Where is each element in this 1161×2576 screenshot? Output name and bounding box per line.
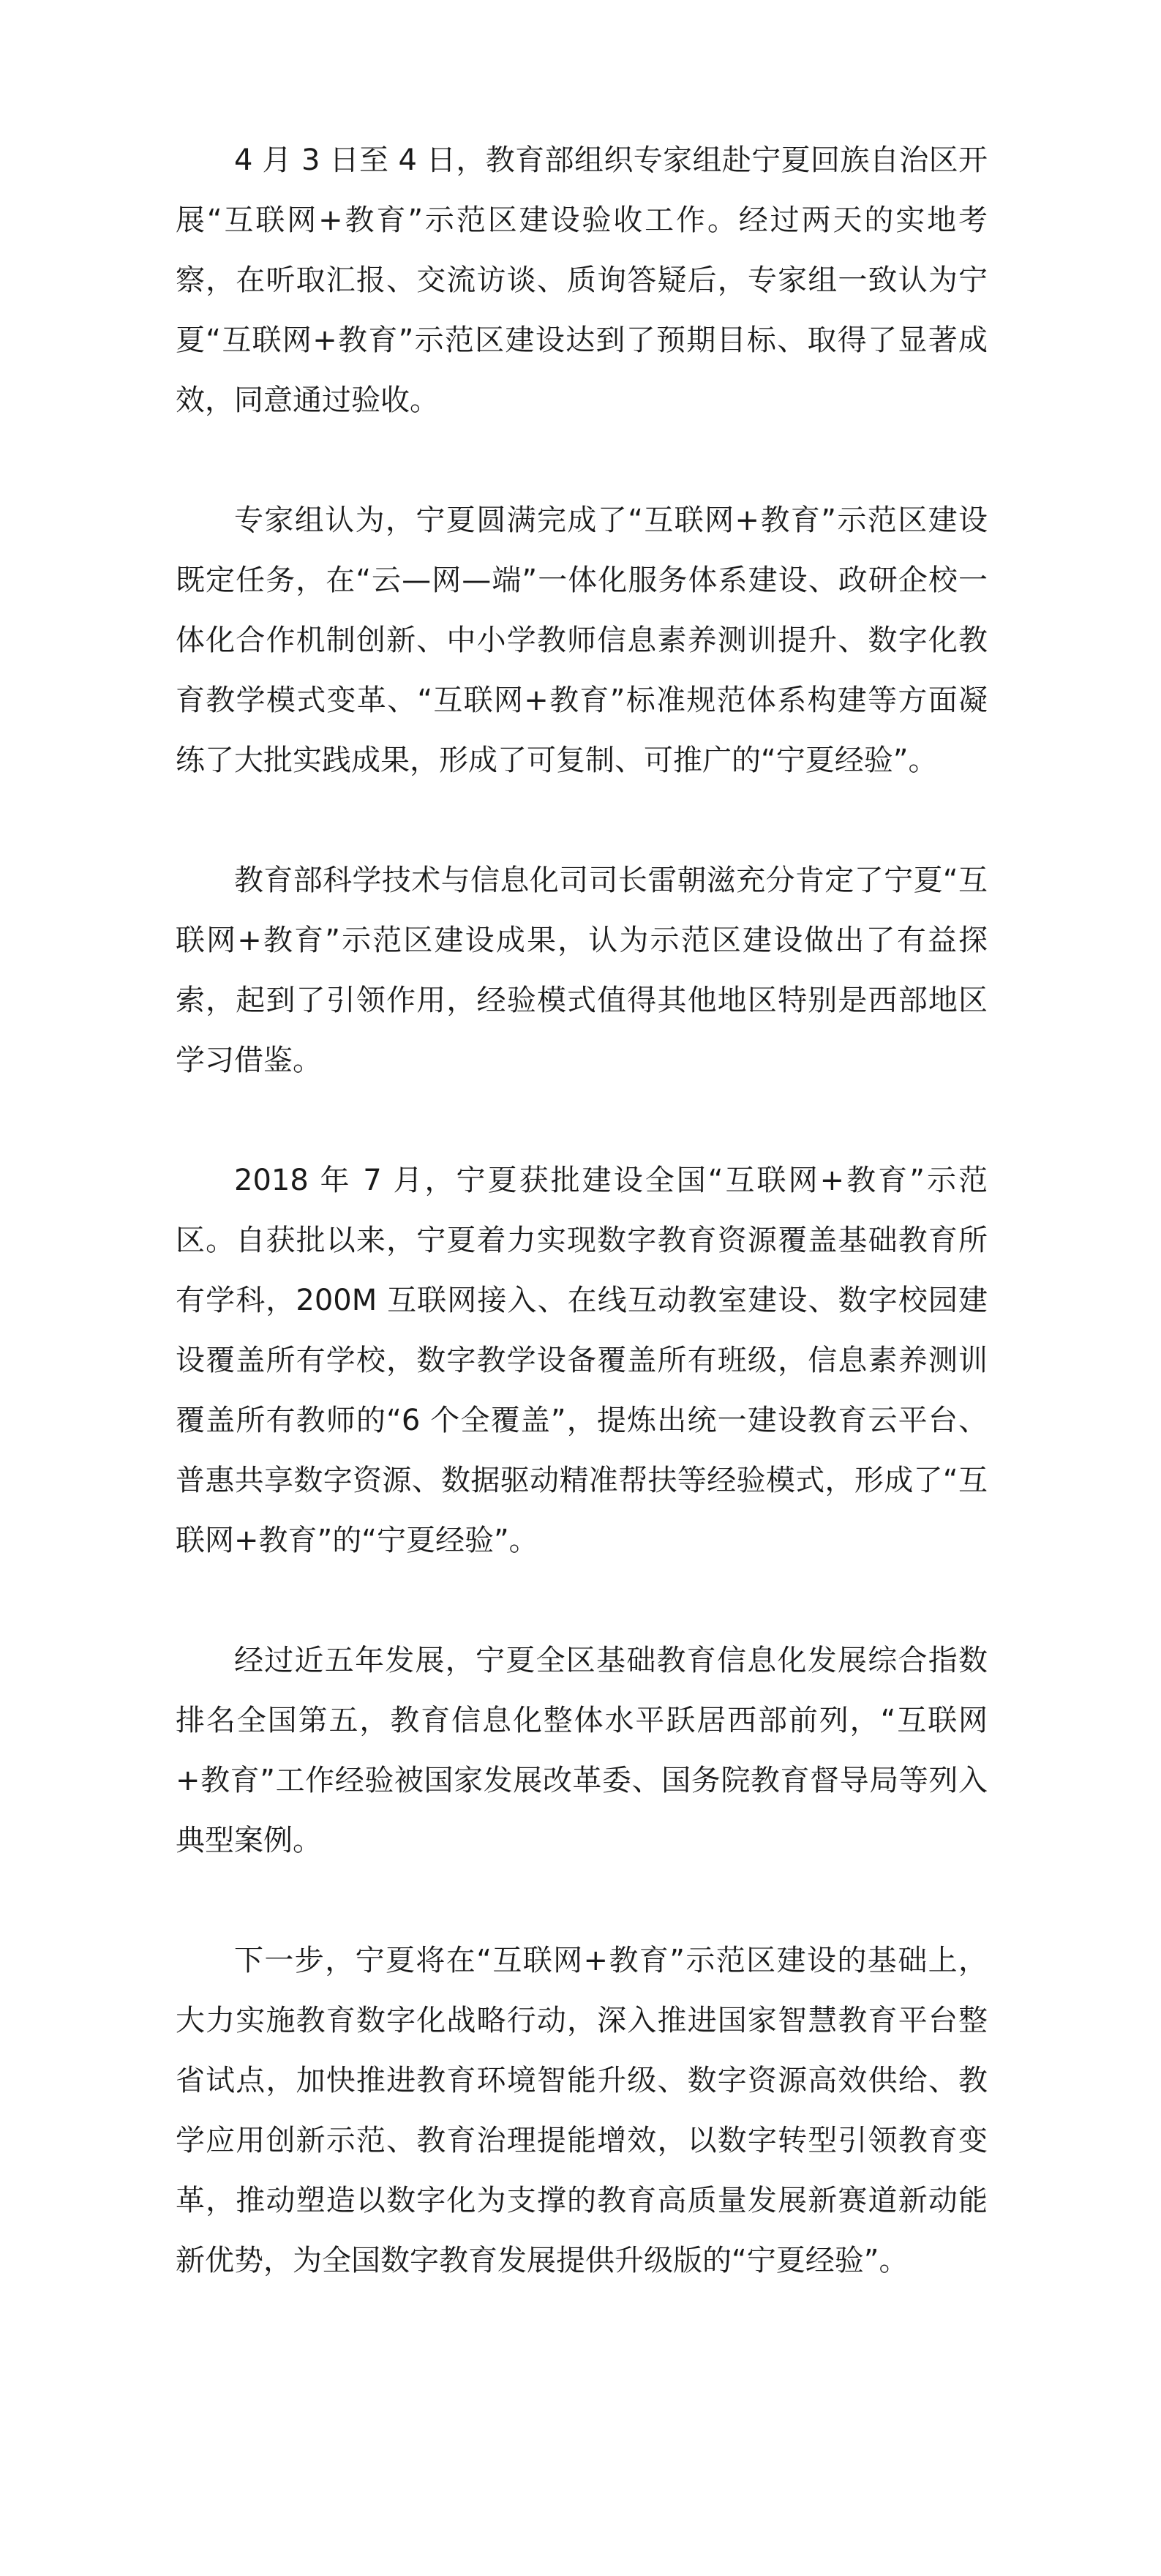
paragraph-acceptance: 4 月 3 日至 4 日，教育部组织专家组赴宁夏回族自治区开展“互联网+教育”示范区建设验收工作。经过两天的实地考察，在听取汇报、交流访谈、质询答疑后，专家组一致认为宁夏“互联网+教育”示范区建设达到了预期目标、取得了显著成效，同意通过验收。 [176,143,988,417]
paragraph-next-steps: 下一步，宁夏将在“互联网+教育”示范区建设的基础上，大力实施教育数字化战略行动，深入推进国家智慧教育平台整省试点，加快推进教育环境智能升级、数字资源高效供给、教学应用创新示范、教育治理提能增效，以数字转型引领教育变革，推动塑造以数字化为支撑的教育高质量发展新赛道新动能新优势，为全国数字教育发展提供升级版的“宁夏经验”。 [176,1944,988,2277]
paragraph-background: 2018 年 7 月，宁夏获批建设全国“互联网+教育”示范区。自获批以来，宁夏着力实现数字教育资源覆盖基础教育所有学科，200M 互联网接入、在线互动教室建设、数字校园建设覆盖所有学校，数字教学设备覆盖所有班级，信息素养测训覆盖所有教师的“6 个全覆盖”，提炼出统一建设教育云平台、普惠共享数字资源、数据驱动精准帮扶等经验模式，形成了“互联网+教育”的“宁夏经验”。 [176,1164,988,1557]
paragraph-ministry-affirmation: 教育部科学技术与信息化司司长雷朝滋充分肯定了宁夏“互联网+教育”示范区建设成果，认为示范区建设做出了有益探索，起到了引领作用，经验模式值得其他地区特别是西部地区学习借鉴。 [176,864,988,1077]
paragraph-achievements: 经过近五年发展，宁夏全区基础教育信息化发展综合指数排名全国第五，教育信息化整体水平跃居西部前列，“互联网+教育”工作经验被国家发展改革委、国务院教育督导局等列入典型案例。 [176,1644,988,1857]
paragraph-expert-opinion: 专家组认为，宁夏圆满完成了“互联网+教育”示范区建设既定任务，在“云—网—端”一体化服务体系建设、政研企校一体化合作机制创新、中小学教师信息素养测训提升、数字化教育教学模式变革、“互联网+教育”标准规范体系构建等方面凝练了大批实践成果，形成了可复制、可推广的“宁夏经验”。 [176,503,988,777]
article-body [176,130,988,2291]
